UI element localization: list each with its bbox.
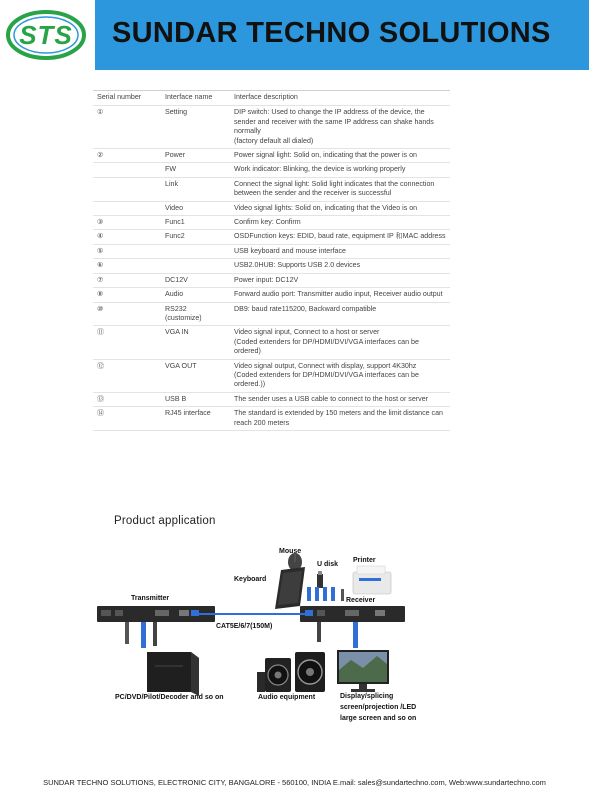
company-name: SUNDAR TECHNO SOLUTIONS	[112, 17, 551, 49]
udisk-label: U disk	[317, 561, 339, 568]
interface-description-cell: DB9: baud rate115200, Backward compatible	[230, 302, 450, 326]
serial-cell: ⑬	[93, 392, 161, 406]
interface-name-cell: Func2	[161, 230, 230, 244]
serial-cell: ⑧	[93, 288, 161, 302]
header-interface-name: Interface name	[161, 91, 230, 106]
printer-label: Printer	[353, 557, 376, 564]
interface-name-cell: Power	[161, 149, 230, 163]
printer-icon	[353, 566, 391, 594]
interface-description-cell: Work indicator: Blinking, the device is working properly	[230, 163, 450, 177]
interface-description-cell: Video signal input, Connect to a host or server (Coded extenders for DP/HDMI/DVI/VGA interfaces can be ordered)	[230, 326, 450, 359]
interface-description-cell: Video signal output, Connect with display, support 4K30hz (Coded extenders for DP/HDMI/DVI/VGA interfaces can be ordered.))	[230, 359, 450, 392]
interface-description-cell: Connect the signal light: Solid light indicates that the connection between the sender and the receiver is successful	[230, 177, 450, 201]
table-row	[93, 149, 450, 163]
table-row	[93, 359, 450, 392]
table-row	[93, 106, 450, 149]
interface-name-cell: VGA OUT	[161, 359, 230, 392]
header-serial: Serial number	[93, 91, 161, 106]
table-row	[93, 216, 450, 230]
table-row	[93, 230, 450, 244]
interface-name-cell: Link	[161, 177, 230, 201]
application-diagram	[95, 540, 495, 740]
interface-name-cell: Audio	[161, 288, 230, 302]
serial-cell: ⑤	[93, 244, 161, 258]
diagram-graphic	[95, 540, 495, 740]
interface-name-cell	[161, 244, 230, 258]
serial-cell: ⑭	[93, 407, 161, 431]
interface-name-cell: Video	[161, 201, 230, 215]
interface-description-cell: OSDFunction keys: EDID, baud rate, equipment IP 和MAC address	[230, 230, 450, 244]
interface-description-cell: Power input: DC12V	[230, 273, 450, 287]
serial-cell: ⑫	[93, 359, 161, 392]
header-interface-description: Interface description	[230, 91, 450, 106]
table-body	[93, 106, 450, 431]
interface-description-cell: The sender uses a USB cable to connect to the host or server	[230, 392, 450, 406]
usb-cables	[307, 587, 344, 601]
serial-cell: ④	[93, 230, 161, 244]
product-application-title: Product application	[114, 515, 216, 527]
pc-tower-icon	[147, 652, 199, 696]
transmitter-device	[97, 606, 215, 622]
table-row	[93, 326, 450, 359]
transmitter-cables	[125, 622, 157, 648]
pc-label: PC/DVD/Pilot/Decoder and so on	[115, 694, 224, 701]
table-row	[93, 392, 450, 406]
serial-cell: ⑥	[93, 259, 161, 273]
display-monitor-icon	[337, 650, 389, 692]
logo-text: STS	[19, 19, 73, 50]
interface-description-cell: DIP switch: Used to change the IP address of the device, the sender and receiver with the same IP address can shake hands normally (factory default all dialed)	[230, 106, 450, 149]
interface-description-cell: Forward audio port: Transmitter audio input, Receiver audio output	[230, 288, 450, 302]
interface-name-cell: FW	[161, 163, 230, 177]
serial-cell: ⑦	[93, 273, 161, 287]
interface-description-cell: USB keyboard and mouse interface	[230, 244, 450, 258]
interface-description-cell: Power signal light: Solid on, indicating that the power is on	[230, 149, 450, 163]
table-row	[93, 163, 450, 177]
table-row	[93, 259, 450, 273]
interface-name-cell: RJ45 interface	[161, 407, 230, 431]
table-row	[93, 288, 450, 302]
interface-name-cell: USB B	[161, 392, 230, 406]
interface-name-cell	[161, 259, 230, 273]
page-header	[0, 0, 589, 70]
serial-cell: ⑪	[93, 326, 161, 359]
audio-label: Audio equipment	[258, 694, 316, 701]
page-footer: SUNDAR TECHNO SOLUTIONS, ELECTRONIC CITY, BANGALORE - 560100, INDIA E.mail: sales@sundartechno.com, Web:www.sundartechno.com	[43, 778, 546, 787]
keyboard-label: Keyboard	[234, 576, 267, 583]
interface-name-cell: Func1	[161, 216, 230, 230]
table-header-row	[93, 91, 450, 106]
table-row	[93, 201, 450, 215]
table-row	[93, 244, 450, 258]
interface-name-cell: RS232 (customize)	[161, 302, 230, 326]
transmitter-label: Transmitter	[131, 595, 170, 602]
table-row	[93, 407, 450, 431]
interface-name-cell: VGA IN	[161, 326, 230, 359]
interface-description-cell: Video signal lights: Solid on, indicating that the Video is on	[230, 201, 450, 215]
serial-cell: ①	[93, 106, 161, 149]
interface-table	[93, 90, 450, 431]
interface-description-cell: The standard is extended by 150 meters and the limit distance can reach 200 meters	[230, 407, 450, 431]
usb-disk-icon	[317, 571, 323, 588]
serial-cell: ⑩	[93, 302, 161, 326]
cable-label: CAT5E/6/7(150M)	[216, 623, 273, 630]
keyboard-icon	[275, 567, 305, 609]
serial-cell: ③	[93, 216, 161, 230]
table-row	[93, 273, 450, 287]
table-row	[93, 302, 450, 326]
serial-cell: ②	[93, 149, 161, 163]
interface-description-cell: USB2.0HUB: Supports USB 2.0 devices	[230, 259, 450, 273]
display-label: Display/splicing screen/projection /LED large screen and so on	[340, 693, 417, 722]
serial-cell	[93, 163, 161, 177]
serial-cell	[93, 201, 161, 215]
receiver-device	[300, 606, 405, 622]
mouse-label: Mouse	[279, 548, 302, 555]
interface-name-cell: Setting	[161, 106, 230, 149]
interface-name-cell: DC12V	[161, 273, 230, 287]
speaker-icon	[257, 652, 325, 692]
serial-cell	[93, 177, 161, 201]
receiver-cables	[317, 622, 358, 648]
interface-description-cell: Confirm key: Confirm	[230, 216, 450, 230]
receiver-label: Receiver	[346, 597, 376, 604]
table-row	[93, 177, 450, 201]
